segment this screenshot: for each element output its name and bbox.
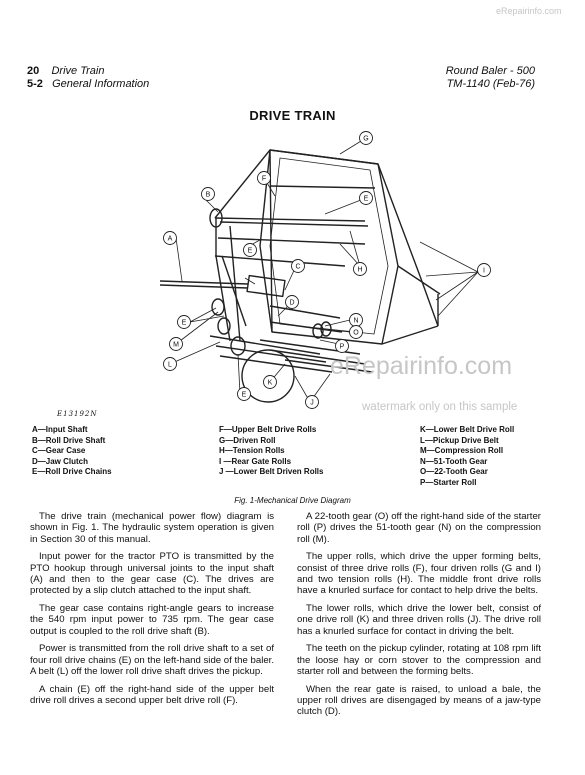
callout-label: B bbox=[205, 191, 211, 199]
watermark-corner: eRepairinfo.com bbox=[496, 6, 562, 16]
figure-code: E13192N bbox=[57, 410, 98, 418]
callout-label: O bbox=[353, 329, 359, 337]
watermark-sub: watermark only on this sample bbox=[362, 401, 518, 413]
legend-item: B—Roll Drive Shaft bbox=[32, 435, 106, 445]
callout-label: K bbox=[267, 379, 273, 387]
callout-h bbox=[354, 263, 367, 276]
callout-i bbox=[478, 264, 491, 277]
figure-caption: Fig. 1-Mechanical Drive Diagram bbox=[234, 496, 351, 505]
body-column-right bbox=[297, 511, 541, 724]
legend-item: F—Upper Belt Drive Rolls bbox=[219, 425, 317, 434]
section-title: Drive Train bbox=[51, 65, 105, 77]
callout-label: P bbox=[339, 343, 345, 351]
callout-label: H bbox=[357, 266, 363, 274]
callout-o bbox=[350, 326, 363, 339]
body-paragraph: The drive train (mechanical power flow) diagram is shown in Fig. 1. The hydraulic system operation is given in Section 30 of this manual. bbox=[30, 511, 274, 545]
legend-item: J —Lower Belt Driven Rolls bbox=[219, 467, 324, 477]
callout-label: A bbox=[167, 235, 173, 243]
callout-b bbox=[202, 188, 215, 201]
manual-title: Round Baler - 500 bbox=[445, 65, 535, 77]
legend-item: G—Driven Roll bbox=[219, 435, 276, 445]
body-paragraph: The upper rolls, which drive the upper forming belts, consist of three drive rolls (F), four driven rolls (G and I) and two tension rolls (H). The middle front drive rolls have a knurled surface for contact to help drive the belts. bbox=[297, 551, 541, 597]
page-number: 20 bbox=[27, 65, 40, 77]
callout-label: F bbox=[261, 175, 267, 183]
legend-item: I —Rear Gate Rolls bbox=[219, 456, 292, 466]
legend-item: M—Compression Roll bbox=[420, 446, 504, 456]
callout-g bbox=[360, 132, 373, 145]
callout-label: D bbox=[289, 299, 295, 307]
callout-e bbox=[360, 192, 373, 205]
callout-e bbox=[238, 388, 251, 401]
legend-column-2 bbox=[219, 425, 323, 478]
callout-label: I bbox=[483, 267, 485, 275]
callout-label: E bbox=[363, 195, 369, 203]
page-header-left bbox=[27, 65, 149, 91]
body-paragraph: The gear case contains right-angle gears to increase the 540 rpm input power to 735 rpm. The gear case output is coupled to the roll drive shaft (B). bbox=[30, 603, 274, 637]
body-paragraph: A chain (E) off the right-hand side of the upper belt drive roll drives a second upper belt drive roll (F). bbox=[30, 683, 274, 707]
legend-column-1 bbox=[32, 425, 112, 478]
callout-label: E bbox=[241, 391, 247, 399]
callout-a bbox=[164, 232, 177, 245]
callout-label: E bbox=[247, 247, 253, 255]
legend-column-3 bbox=[420, 425, 514, 489]
callout-p bbox=[336, 340, 349, 353]
callout-k bbox=[264, 376, 277, 389]
legend-item: L—Pickup Drive Belt bbox=[420, 435, 499, 445]
subsection-title: General Information bbox=[52, 78, 150, 90]
callout-label: E bbox=[181, 319, 187, 327]
body-paragraph: When the rear gate is raised, to unload a bale, the upper roll drives are disengaged by means of a jaw-type clutch (D). bbox=[297, 683, 541, 718]
callout-label: C bbox=[295, 263, 301, 271]
body-paragraph: The teeth on the pickup cylinder, rotating at 108 rpm lift the loose hay or corn stover to the compression and starter roll and between the forming belts. bbox=[297, 643, 541, 678]
body-paragraph: The lower rolls, which drive the lower belt, consist of one drive roll (K) and three driven rolls (J). The drive roll has a knurled surface for contact in driving the belt. bbox=[297, 603, 541, 637]
section-number: 5-2 bbox=[27, 78, 43, 90]
callout-e bbox=[244, 244, 257, 257]
legend-item: E—Roll Drive Chains bbox=[32, 467, 112, 477]
legend-item: O—22-Tooth Gear bbox=[420, 467, 488, 477]
callout-c bbox=[292, 260, 305, 273]
page-title: DRIVE TRAIN bbox=[249, 108, 336, 123]
legend-item: P—Starter Roll bbox=[420, 477, 477, 487]
callout-label: N bbox=[353, 317, 359, 325]
legend-item: D—Jaw Clutch bbox=[32, 456, 89, 466]
body-paragraph: Power is transmitted from the roll drive shaft to a set of four roll drive chains (E) on the left-hand side of the baler. A belt (L) off the lower roll drive shaft drives the pickup. bbox=[30, 643, 274, 678]
callout-f bbox=[258, 172, 271, 185]
callout-label: L bbox=[168, 361, 172, 369]
body-paragraph: Input power for the tractor PTO is transmitted by the PTO hookup through universal joints to the input shaft (A) and then to the gear case (C). The drives are protected by a slip clutch attached to the input shaft. bbox=[30, 551, 274, 597]
callout-label: J bbox=[310, 399, 314, 407]
legend-item: H—Tension Rolls bbox=[219, 446, 285, 456]
callout-e bbox=[178, 316, 191, 329]
watermark-main: eRepairinfo.com bbox=[330, 352, 513, 380]
legend-item: C—Gear Case bbox=[32, 446, 86, 456]
legend-item: A—Input Shaft bbox=[32, 425, 88, 434]
body-column-left bbox=[30, 511, 274, 713]
callout-j bbox=[306, 396, 319, 409]
callout-label: G bbox=[363, 135, 369, 143]
body-paragraph: A 22-tooth gear (O) off the right-hand side of the starter roll (P) drives the 51-tooth gear (N) on the compression roll (M). bbox=[297, 511, 541, 545]
callout-label: M bbox=[173, 341, 179, 349]
page-header-right bbox=[446, 65, 535, 91]
callout-n bbox=[350, 314, 363, 327]
legend-item: K—Lower Belt Drive Roll bbox=[420, 425, 515, 434]
legend-item: N—51-Tooth Gear bbox=[420, 456, 488, 466]
callout-m bbox=[170, 338, 183, 351]
callout-d bbox=[286, 296, 299, 309]
callout-l bbox=[164, 358, 177, 371]
manual-code: TM-1140 (Feb-76) bbox=[446, 78, 535, 90]
